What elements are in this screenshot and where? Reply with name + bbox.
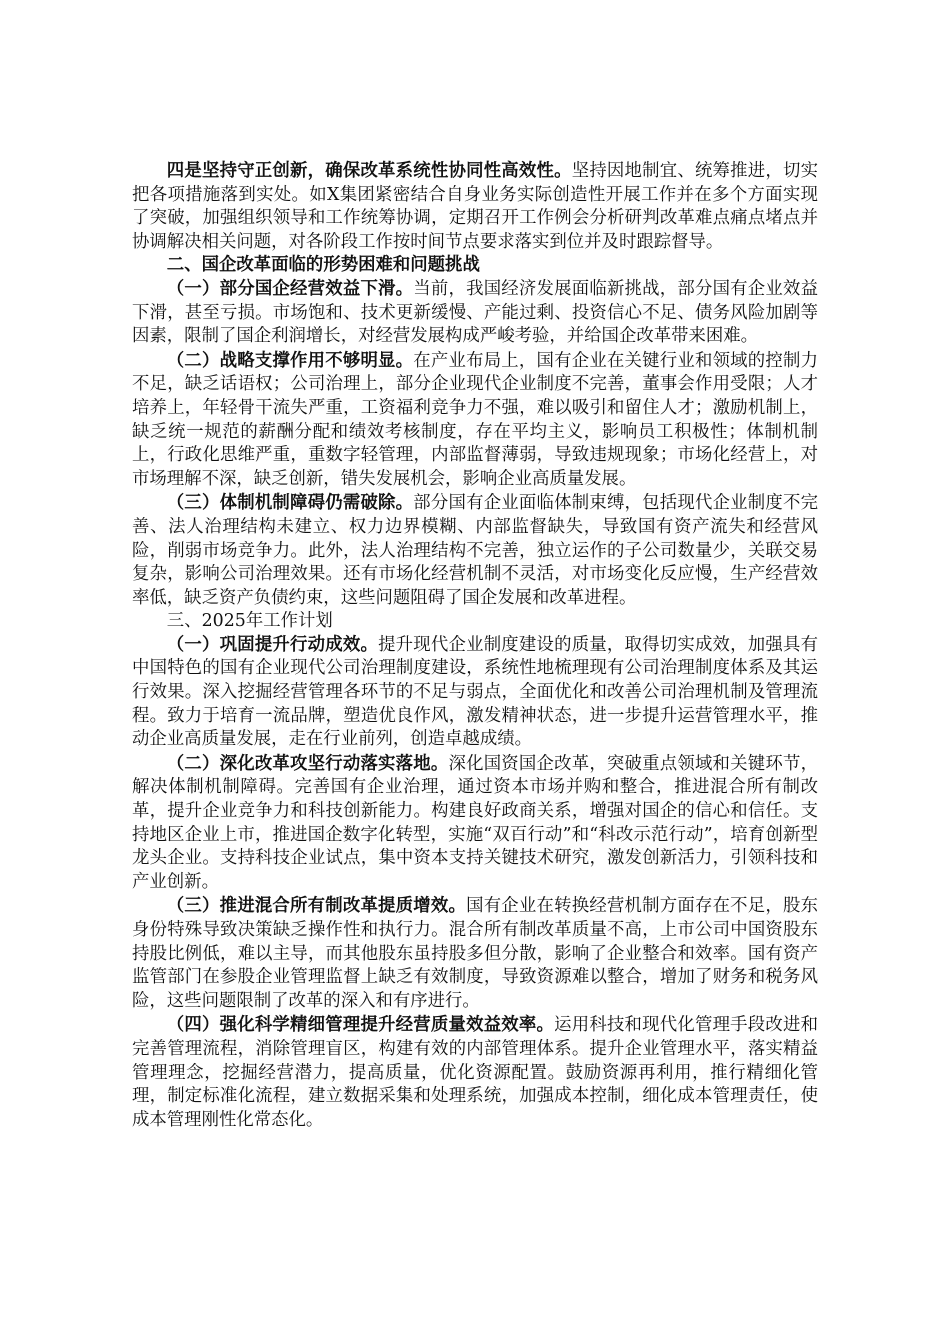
paragraph-challenge-3: [132, 492, 818, 610]
paragraph-body: 部分国有企业面临体制束缚，包括现代企业制度不完善、法人治理结构未建立、权力边界模糊、内部监督缺失，导致国有资产流失和经营风险，削弱市场竞争力。此外，法人治理结构不完善，独立运作的子公司数量少，关联交易复杂，影响公司治理效果。还有市场化经营机制不灵活，对市场变化反应慢，生产经营效率低，缺乏资产负债约束，这些问题阻碍了国企发展和改革进程。: [132, 493, 818, 608]
paragraph-body: 运用科技和现代化管理手段改进和完善管理流程，消除管理盲区，构建有效的内部管理体系。提升企业管理水平，落实精益管理理念，挖掘经营潜力，提高质量，优化资源配置。鼓励资源再利用，推行精细化管理，制定标准化流程，建立数据采集和处理系统，加强成本控制，细化成本管理责任，使成本管理刚性化常态化。: [132, 1015, 818, 1130]
paragraph-plan-4: [132, 1014, 818, 1132]
paragraph-lead: 四是坚持守正创新，确保改革系统性协同性高效性。: [166, 161, 572, 181]
paragraph-lead: （二）战略支撑作用不够明显。: [166, 350, 414, 371]
paragraph-lead: （四）强化科学精细管理提升经营质量效益效率。: [166, 1015, 555, 1036]
paragraph-lead: （三）推进混合所有制改革提质增效。: [166, 896, 467, 917]
paragraph-lead: （一）部分国企经营效益下滑。: [166, 278, 414, 299]
paragraph-body: 坚持因地制宜、统筹推进，切实把各项措施落到实处。如X集团紧密结合自身业务实际创造性开展工作并在多个方面实现了突破，加强组织领导和工作统筹协调，定期召开工作例会分析研判改革难点痛点堵点并协调解决相关问题，对各阶段工作按时间节点要求落实到位并及时跟踪督导。: [132, 161, 818, 252]
paragraph-challenge-1: [132, 278, 818, 349]
paragraph-body: 提升现代企业制度建设的质量，取得切实成效，加强具有中国特色的国有企业现代公司治理制度建设，系统性地梳理现有公司治理制度体系及其运行效果。深入挖掘经营管理各环节的不足与弱点，全面优化和改善公司治理机制及管理流程。致力于培育一流品牌，塑造优良作风，激发精神状态，进一步提升运营管理水平，推动企业高质量发展，走在行业前列，创造卓越成绩。: [132, 634, 818, 750]
section-heading-challenges: 二、国企改革面临的形势困难和问题挑战: [166, 255, 480, 276]
paragraph-innovation: [132, 160, 818, 254]
paragraph-body: 深化国资国企改革，突破重点领域和关键环节，解决体制机制障碍。完善国有企业治理，通过资本市场并购和整合，推进混合所有制改革，提升企业竞争力和科技创新能力。构建良好政商关系，增强对国企的信心和信任。支持地区企业上市，推进国企数字化转型，实施“双百行动”和“科改示范行动”，培育创新型龙头企业。支持科技企业试点，集中资本支持关键技术研究，激发创新活力，引领科技和产业创新。: [132, 753, 818, 892]
paragraph-body: 当前，我国经济发展面临新挑战，部分国有企业效益下滑，甚至亏损。市场饱和、技术更新缓慢、产能过剩、投资信心不足、债务风险加剧等因素，限制了国企利润增长，对经营发展构成严峻考验，并给国企改革带来困难。: [132, 278, 818, 347]
paragraph-challenge-2: [132, 350, 818, 492]
paragraph-body: 国有企业在转换经营机制方面存在不足，股东身份特殊导致决策缺乏操作性和执行力。混合所有制改革质量不高，上市公司中国资股东持股比例低，难以主导，而其他股东虽持股多但分散，影响了企业整合和效率。国有资产监管部门在参股企业管理监督上缺乏有效制度，导致资源难以整合，增加了财务和税务风险，这些问题限制了改革的深入和有序进行。: [132, 896, 818, 1011]
paragraph-lead: （一）巩固提升行动成效。: [166, 634, 379, 655]
paragraph-plan-2: [132, 753, 818, 895]
section-heading-plan: 三、2025年工作计划: [166, 611, 333, 632]
paragraph-lead: （二）深化改革攻坚行动落实落地。: [166, 753, 449, 774]
document-page: [132, 160, 818, 1132]
paragraph-body: 在产业布局上，国有企业在关键行业和领域的控制力不足，缺乏话语权；公司治理上，部分企业现代企业制度不完善，董事会作用受限；人才培养上，年轻骨干流失严重，工资福利竞争力不强，难以吸引和留住人才；激励机制上，缺乏统一规范的薪酬分配和绩效考核制度，存在平均主义，影响员工积极性；体制机制上，行政化思维严重，重数字轻管理，内部监督薄弱，导致违规现象；市场化经营上，对市场理解不深，缺乏创新，错失发展机会，影响企业高质量发展。: [132, 350, 818, 489]
paragraph-lead: （三）体制机制障碍仍需破除。: [166, 493, 414, 514]
paragraph-plan-1: [132, 634, 818, 752]
paragraph-plan-3: [132, 895, 818, 1013]
